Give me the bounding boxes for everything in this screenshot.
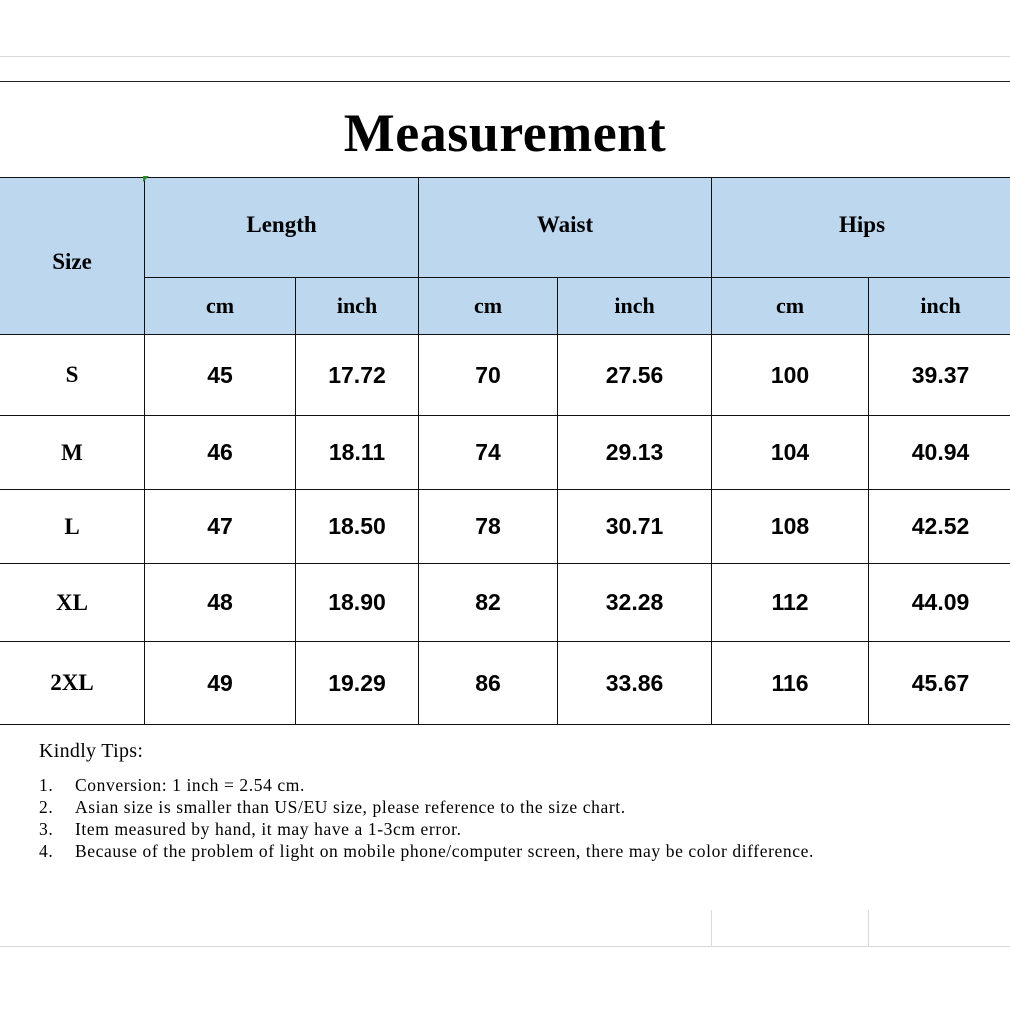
grid-line-stub xyxy=(868,910,869,946)
tip-item xyxy=(39,840,939,862)
table-row xyxy=(0,335,1010,416)
hips-group-header: Hips xyxy=(712,178,1010,278)
length-cm-cell: 48 xyxy=(145,564,296,642)
length-cm-cell: 46 xyxy=(145,416,296,490)
size-table xyxy=(0,177,1010,725)
kindly-tips xyxy=(39,738,939,862)
tip-item xyxy=(39,774,939,796)
length-cm-cell: 47 xyxy=(145,490,296,564)
table-row xyxy=(0,564,1010,642)
unit-header: cm xyxy=(419,278,558,335)
table-row xyxy=(0,490,1010,564)
table-units-row xyxy=(0,278,1010,335)
tip-text: Conversion: 1 inch = 2.54 cm. xyxy=(75,775,305,795)
tip-text: Because of the problem of light on mobile phone/computer screen, there may be color difference. xyxy=(75,841,814,861)
waist-inch-cell: 32.28 xyxy=(558,564,712,642)
unit-header: inch xyxy=(869,278,1010,335)
tip-item xyxy=(39,818,939,840)
unit-header: inch xyxy=(558,278,712,335)
hips-inch-cell: 45.67 xyxy=(869,642,1010,725)
hips-inch-cell: 39.37 xyxy=(869,335,1010,416)
waist-cm-cell: 74 xyxy=(419,416,558,490)
tip-item xyxy=(39,796,939,818)
tip-number: 4. xyxy=(39,841,54,861)
top-rule-dark xyxy=(0,81,1010,82)
size-cell: M xyxy=(0,416,145,490)
tips-heading: Kindly Tips: xyxy=(39,740,144,762)
length-cm-cell: 45 xyxy=(145,335,296,416)
size-cell: XL xyxy=(0,564,145,642)
tip-text: Asian size is smaller than US/EU size, please reference to the size chart. xyxy=(75,797,626,817)
unit-header: cm xyxy=(145,278,296,335)
table-row xyxy=(0,642,1010,725)
length-group-header: Length xyxy=(145,178,419,278)
waist-inch-cell: 27.56 xyxy=(558,335,712,416)
table-header-row xyxy=(0,178,1010,278)
cell-corner-marker xyxy=(143,176,149,182)
waist-inch-cell: 30.71 xyxy=(558,490,712,564)
waist-cm-cell: 86 xyxy=(419,642,558,725)
hips-inch-cell: 40.94 xyxy=(869,416,1010,490)
waist-inch-cell: 29.13 xyxy=(558,416,712,490)
bottom-rule-light xyxy=(0,946,1010,947)
hips-inch-cell: 44.09 xyxy=(869,564,1010,642)
waist-group-header: Waist xyxy=(419,178,712,278)
grid-line-stub xyxy=(711,910,712,946)
size-cell: L xyxy=(0,490,145,564)
table-row xyxy=(0,416,1010,490)
hips-cm-cell: 116 xyxy=(712,642,869,725)
waist-cm-cell: 70 xyxy=(419,335,558,416)
size-column-header: Size xyxy=(0,178,145,335)
waist-inch-cell: 33.86 xyxy=(558,642,712,725)
tip-number: 3. xyxy=(39,819,54,839)
unit-header: cm xyxy=(712,278,869,335)
page-title: Measurement xyxy=(343,103,667,163)
length-inch-cell: 18.50 xyxy=(296,490,419,564)
waist-cm-cell: 78 xyxy=(419,490,558,564)
tip-number: 1. xyxy=(39,775,54,795)
hips-cm-cell: 108 xyxy=(712,490,869,564)
hips-cm-cell: 112 xyxy=(712,564,869,642)
size-cell: S xyxy=(0,335,145,416)
length-inch-cell: 19.29 xyxy=(296,642,419,725)
waist-cm-cell: 82 xyxy=(419,564,558,642)
hips-inch-cell: 42.52 xyxy=(869,490,1010,564)
length-cm-cell: 49 xyxy=(145,642,296,725)
hips-cm-cell: 100 xyxy=(712,335,869,416)
hips-cm-cell: 104 xyxy=(712,416,869,490)
tip-number: 2. xyxy=(39,797,54,817)
length-inch-cell: 18.11 xyxy=(296,416,419,490)
size-cell: 2XL xyxy=(0,642,145,725)
tip-text: Item measured by hand, it may have a 1-3cm error. xyxy=(75,819,462,839)
unit-header: inch xyxy=(296,278,419,335)
top-rule-light xyxy=(0,56,1010,57)
length-inch-cell: 17.72 xyxy=(296,335,419,416)
length-inch-cell: 18.90 xyxy=(296,564,419,642)
